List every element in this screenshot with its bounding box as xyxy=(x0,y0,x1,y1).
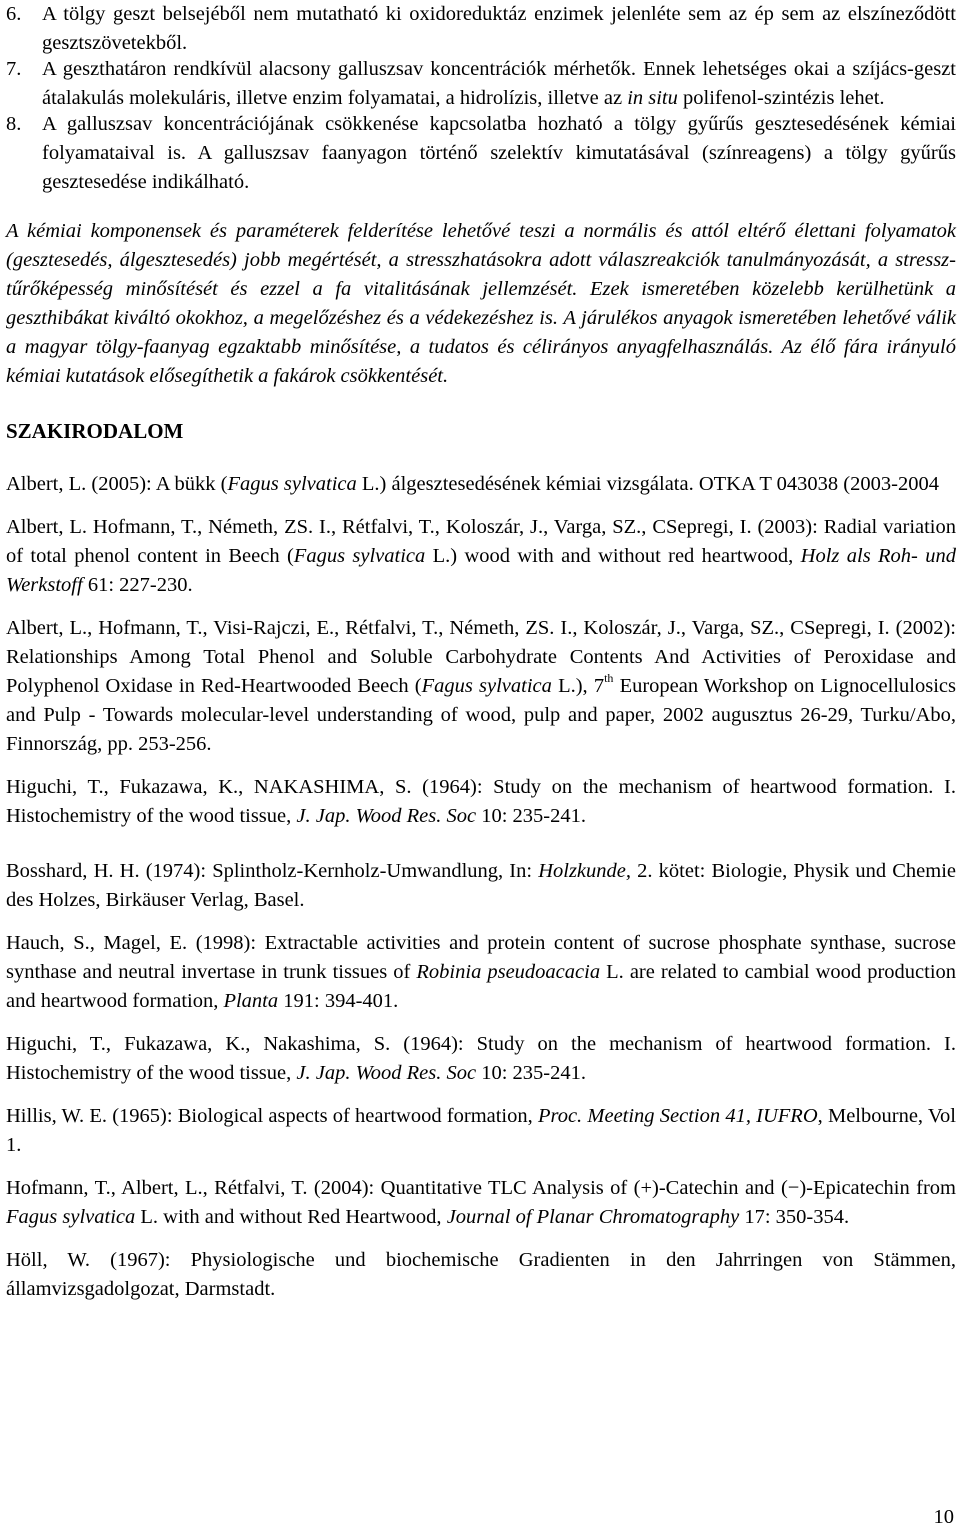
reference-entry xyxy=(6,929,956,1016)
list-item-6 xyxy=(6,0,956,58)
list-text-italic: in situ xyxy=(627,87,678,109)
reference-text: , Melbourne, Vol 1. xyxy=(6,1105,956,1156)
reference-text: 17: 350-354. xyxy=(739,1206,850,1228)
reference-text: Hauch, S., Magel, E. (1998): Extractable activities and protein content of sucrose phosphate synthase, sucrose synthase and neutral invertase in trunk tissues of xyxy=(6,932,956,983)
reference-entry xyxy=(6,1174,956,1232)
list-number: 7. xyxy=(6,58,22,80)
reference-text: Albert, L. (2005): A bükk ( xyxy=(6,473,228,495)
reference-entry xyxy=(6,1030,956,1088)
list-item-8 xyxy=(6,110,956,197)
reference-text: Hillis, W. E. (1965): Biological aspects of heartwood formation, xyxy=(6,1105,538,1127)
reference-text: Hofmann, T., Albert, L., Rétfalvi, T. (2004): Quantitative TLC Analysis of (+)-Catechin and (−)-Epicatechin from xyxy=(6,1177,956,1199)
reference-text: L. are related to cambial wood production and heartwood formation, xyxy=(6,961,957,1012)
italic-text: Fagus sylvatica xyxy=(421,675,552,697)
reference-list xyxy=(6,470,956,1304)
list-number: 6. xyxy=(6,3,22,25)
list-item-7 xyxy=(6,55,956,113)
reference-text: Higuchi, T., Fukazawa, K., Nakashima, S. (1964): Study on the mechanism of heartwood formation. I. Histochemistry of the wood tissue, xyxy=(6,1033,956,1084)
reference-text: 61: 227-230. xyxy=(82,574,193,596)
reference-entry xyxy=(6,614,956,759)
italic-text: Proc. Meeting Section 41, IUFRO xyxy=(537,1105,818,1127)
italic-text: Planta xyxy=(223,990,279,1012)
reference-entry xyxy=(6,773,956,831)
reference-text: Albert, L. Hofmann, T., Németh, ZS. I., Rétfalvi, T., Koloszár, J., Varga, SZ., CSepregi, I. (2003): Radial variation of total phenol content in Beech ( xyxy=(6,516,956,567)
reference-text: 10: 235-241. xyxy=(476,805,587,827)
document-page xyxy=(6,0,956,1318)
list-text: A tölgy geszt belsejéből nem mutatható ki oxidoreduktáz enzimek jelenléte sem az ép sem az elszíneződött gesztszövetekből. xyxy=(42,3,956,54)
summary-paragraph: A kémiai komponensek és paraméterek felderítése lehetővé teszi a normális és attól eltérő élettani folyamatok (gesztesedés, álgesztesedés) jobb megértését, a stresszhatásokra adott válaszreakciók tanulmányozását, a stressz-tűrőképesség minősítését és ezzel a fa vitalitásának jellemzését. Ezek ismeretében közelebb kerülhetünk a geszthibákat kiváltó okokhoz, a megelőzéshez és a védekezéshez is. A járulékos anyagok ismeretében lehetővé válik a magyar tölgy-faanyag egzaktabb minősítése, a tudatos és célirányos anyagfelhasználás. Az élő fára irányuló kémiai kutatások elősegíthetik a fakárok csökkentését. xyxy=(6,220,956,387)
list-text: polifenol-szintézis lehet. xyxy=(677,87,885,109)
list-text: A galluszsav koncentrációjának csökkenése kapcsolatba hozható a tölgy gyűrűs gesztesedésének kémiai folyamataival is. A galluszsav faanyagon történő szelektív kimutatásával (színreagens) a tölgy gyűrűs gesztesedése indikálható. xyxy=(42,113,956,193)
reference-entry xyxy=(6,1246,956,1304)
reference-text: 2. kötet: Biologie, Physik und Chemie des Holzes, Birkäuser Verlag, Basel. xyxy=(6,860,956,911)
reference-text: L. with and without Red Heartwood, xyxy=(135,1206,447,1228)
reference-text: 191: 394-401. xyxy=(278,990,399,1012)
italic-text: Holzkunde, xyxy=(538,860,632,882)
reference-text: Bosshard, H. H. (1974): Splintholz-Kernholz-Umwandlung, In: xyxy=(6,860,539,882)
italic-text: Holz als Roh- und Werkstoff xyxy=(6,545,956,596)
reference-text: Albert, L., Hofmann, T., Visi-Rajczi, E., Rétfalvi, T., Németh, ZS. I., Koloszár, J., Varga, SZ., CSepregi, I. (2002): Relationships Among Total Phenol and Soluble Carbohydrate Contents And Activities of Peroxidase and Polyphenol Oxidase in Red-Heartwooded Beech ( xyxy=(6,617,956,697)
italic-text: J. Jap. Wood Res. Soc xyxy=(296,1062,477,1084)
italic-text: J. Jap. Wood Res. Soc xyxy=(296,805,477,827)
list-number: 8. xyxy=(6,113,22,135)
italic-text: Fagus sylvatica xyxy=(293,545,426,567)
reference-text: L.) wood with and without red heartwood, xyxy=(425,545,801,567)
page-number: 10 xyxy=(933,1506,954,1528)
reference-entry xyxy=(6,1102,956,1160)
italic-text: Journal of Planar Chromatography xyxy=(446,1206,740,1228)
reference-text: L.) álgesztesedésének kémiai vizsgálata. OTKA T 043038 (2003-2004 xyxy=(356,473,939,495)
reference-entry xyxy=(6,513,956,600)
reference-text: European Workshop on Lignocellulosics and Pulp - Towards molecular-level understanding of wood, pulp and paper, 2002 augusztus 26-29, Turku/Abo, Finnország, pp. 253-256. xyxy=(6,675,956,755)
list-text: A geszthatáron rendkívül alacsony galluszsav koncentrációk mérhetők. Ennek lehetséges okai a szíjács-geszt átalakulás molekuláris, illetve enzim folyamatai, a hidrolízis, illetve az xyxy=(42,58,956,109)
reference-text: 10: 235-241. xyxy=(476,1062,587,1084)
italic-text: Robinia pseudoacacia xyxy=(416,961,601,983)
reference-text: Higuchi, T., Fukazawa, K., NAKASHIMA, S. (1964): Study on the mechanism of heartwood formation. I. Histochemistry of the wood tissue, xyxy=(6,776,956,827)
section-heading: SZAKIRODALOM xyxy=(6,419,184,443)
reference-entry xyxy=(6,857,956,915)
reference-text: Höll, W. (1967): Physiologische und biochemische Gradienten in den Jahrringen von Stämmen, államvizsgadolgozat, Darmstadt. xyxy=(6,1249,956,1300)
superscript: th xyxy=(604,671,614,685)
reference-entry xyxy=(6,470,956,499)
italic-text: Fagus sylvatica xyxy=(6,1206,136,1228)
reference-text: L.), 7 xyxy=(551,675,605,697)
italic-text: Fagus sylvatica xyxy=(227,473,357,495)
